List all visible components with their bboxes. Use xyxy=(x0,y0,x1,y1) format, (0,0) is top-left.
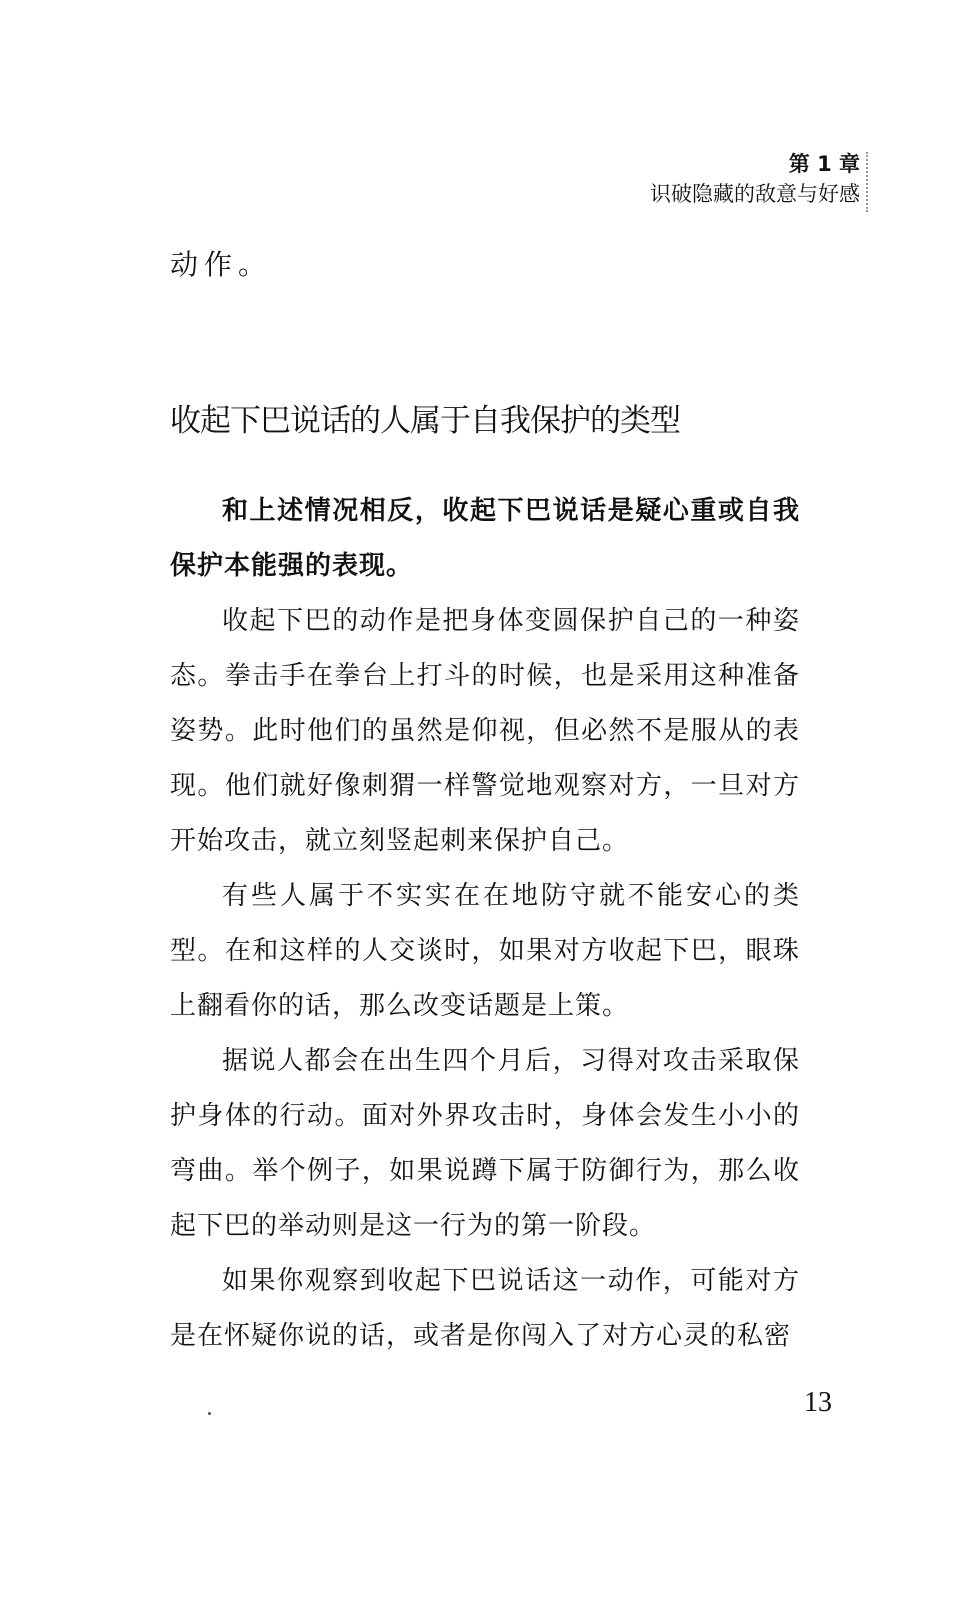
paragraph: 如果你观察到收起下巴说话这一动作，可能对方是在怀疑你说的话，或者是你闯入了对方心灵的私密 xyxy=(170,1266,800,1351)
header-ornament xyxy=(866,152,876,212)
lead-paragraph: 和上述情况相反，收起下巴说话是疑心重或自我保护本能强的表现。 xyxy=(170,496,800,581)
page-number: 13 xyxy=(804,1387,832,1418)
chapter-title: 识破隐藏的敌意与好感 xyxy=(650,182,860,206)
paragraph: 有些人属于不实实在在地防守就不能安心的类型。在和这样的人交谈时，如果对方收起下巴，眼珠上翻看你的话，那么改变话题是上策。 xyxy=(170,881,800,1021)
running-header xyxy=(650,150,860,210)
section-heading: 收起下巴说话的人属于自我保护的类型 xyxy=(170,403,680,439)
body-text xyxy=(170,484,800,1364)
print-speck xyxy=(208,1412,211,1415)
paragraph: 据说人都会在出生四个月后，习得对攻击采取保护身体的行动。面对外界攻击时，身体会发生小小的弯曲。举个例子，如果说蹲下属于防御行为，那么收起下巴的举动则是这一行为的第一阶段。 xyxy=(170,1046,800,1241)
paragraph: 收起下巴的动作是把身体变圆保护自己的一种姿态。拳击手在拳台上打斗的时候，也是采用这种准备姿势。此时他们的虽然是仰视，但必然不是服从的表现。他们就好像刺猬一样警觉地观察对方，一旦对方开始攻击，就立刻竖起刺来保护自己。 xyxy=(170,606,800,856)
chapter-number: 第 1 章 xyxy=(788,152,860,176)
continued-text: 动作。 xyxy=(170,248,273,281)
